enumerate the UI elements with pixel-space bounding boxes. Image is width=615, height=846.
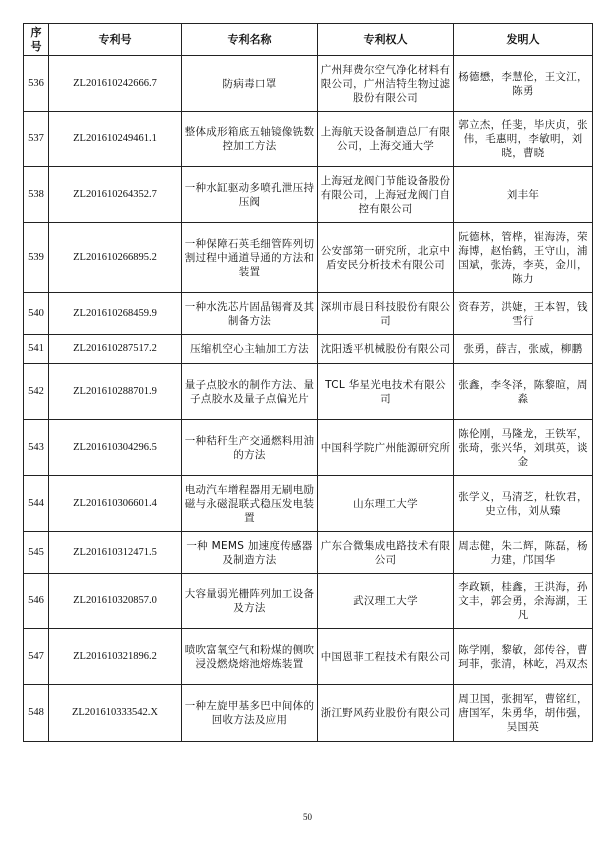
header-owner: 专利权人 <box>318 24 454 56</box>
row-inventors: 杨德懋，李慧伦，王文江，陈勇 <box>454 56 593 112</box>
header-inventor: 发明人 <box>454 24 593 56</box>
row-seq: 543 <box>24 420 49 476</box>
row-patent-name: 量子点胶水的制作方法、量子点胶水及量子点偏光片 <box>182 364 318 420</box>
row-seq: 547 <box>24 629 49 685</box>
table-row <box>24 629 593 685</box>
row-inventors: 张学义，马清芝，杜钦君，史立伟，刘从臻 <box>454 476 593 532</box>
row-owner: 山东理工大学 <box>318 476 454 532</box>
row-patent-no: ZL201610306601.4 <box>49 476 182 532</box>
header-patent-no: 专利号 <box>49 24 182 56</box>
row-inventors: 张鑫，李冬泽，陈黎暄，周淼 <box>454 364 593 420</box>
row-patent-name: 压缩机空心主轴加工方法 <box>182 335 318 364</box>
row-seq: 537 <box>24 112 49 167</box>
row-owner: TCL 华星光电技术有限公司 <box>318 364 454 420</box>
table-header-row <box>24 24 593 56</box>
row-patent-no: ZL201610333542.X <box>49 685 182 742</box>
row-owner: 武汉理工大学 <box>318 574 454 629</box>
page-number: 50 <box>303 812 312 822</box>
row-patent-name: 一种保障石英毛细管阵列切割过程中通道导通的方法和装置 <box>182 223 318 293</box>
row-seq: 546 <box>24 574 49 629</box>
header-patent-name: 专利名称 <box>182 24 318 56</box>
table-row <box>24 685 593 742</box>
row-patent-no: ZL201610320857.0 <box>49 574 182 629</box>
row-inventors: 陈伦刚，马隆龙，王铁军，张琦，张兴华，刘琪英，谈金 <box>454 420 593 476</box>
row-patent-no: ZL201610288701.9 <box>49 364 182 420</box>
row-patent-no: ZL201610287517.2 <box>49 335 182 364</box>
row-seq: 540 <box>24 293 49 335</box>
row-patent-name: 防病毒口罩 <box>182 56 318 112</box>
row-owner: 上海航天设备制造总厂有限公司，上海交通大学 <box>318 112 454 167</box>
row-seq: 542 <box>24 364 49 420</box>
row-owner: 公安部第一研究所，北京中盾安民分析技术有限公司 <box>318 223 454 293</box>
header-seq: 序号 <box>24 24 49 56</box>
table-row <box>24 56 593 112</box>
row-owner: 上海冠龙阀门节能设备股份有限公司，上海冠龙阀门自控有限公司 <box>318 167 454 223</box>
row-patent-no: ZL201610321896.2 <box>49 629 182 685</box>
row-inventors: 周卫国，张拥军，曹铭红，唐国军，朱勇华，胡伟强，吴国英 <box>454 685 593 742</box>
row-owner: 沈阳透平机械股份有限公司 <box>318 335 454 364</box>
table-row <box>24 476 593 532</box>
row-patent-name: 电动汽车增程器用无刷电励磁与永磁混联式稳压发电装置 <box>182 476 318 532</box>
row-inventors: 周志健，朱二辉，陈磊，杨力建，邝国华 <box>454 532 593 574</box>
table-row <box>24 335 593 364</box>
row-seq: 544 <box>24 476 49 532</box>
row-owner: 中国恩菲工程技术有限公司 <box>318 629 454 685</box>
table-row <box>24 112 593 167</box>
table-row <box>24 574 593 629</box>
row-owner: 广州拜费尔空气净化材料有限公司，广州洁特生物过滤股份有限公司 <box>318 56 454 112</box>
row-inventors: 张勇，薛吉，张威，柳鹏 <box>454 335 593 364</box>
table-row <box>24 420 593 476</box>
row-patent-name: 一种秸秆生产交通燃料用油的方法 <box>182 420 318 476</box>
row-patent-name: 一种 MEMS 加速度传感器及制造方法 <box>182 532 318 574</box>
row-owner: 深圳市晨日科技股份有限公司 <box>318 293 454 335</box>
table-row <box>24 293 593 335</box>
row-owner: 广东合微集成电路技术有限公司 <box>318 532 454 574</box>
row-patent-no: ZL201610242666.7 <box>49 56 182 112</box>
row-patent-no: ZL201610249461.1 <box>49 112 182 167</box>
table-row <box>24 364 593 420</box>
table-row <box>24 223 593 293</box>
row-owner: 中国科学院广州能源研究所 <box>318 420 454 476</box>
patent-table <box>23 23 593 742</box>
row-patent-name: 整体成形箱底五轴镜像铣数控加工方法 <box>182 112 318 167</box>
row-patent-name: 大容量弱光栅阵列加工设备及方法 <box>182 574 318 629</box>
row-inventors: 李政颖，桂鑫，王洪海，孙文丰，郭会勇，余海湖，王凡 <box>454 574 593 629</box>
row-seq: 541 <box>24 335 49 364</box>
row-owner: 浙江野风药业股份有限公司 <box>318 685 454 742</box>
row-patent-name: 一种左旋甲基多巴中间体的回收方法及应用 <box>182 685 318 742</box>
row-inventors: 郭立杰，任斐，毕庆贞，张伟，毛惠明，李敏明，刘晓，曹晓 <box>454 112 593 167</box>
row-patent-name: 一种水缸驱动多喷孔泄压持压阀 <box>182 167 318 223</box>
row-patent-no: ZL201610312471.5 <box>49 532 182 574</box>
row-inventors: 阮德林，管桦，崔海涛，荣海博，赵怡鹤，王守山，浦国斌，张涛，李英，金川，陈力 <box>454 223 593 293</box>
row-inventors: 刘丰年 <box>454 167 593 223</box>
table-row <box>24 167 593 223</box>
row-inventors: 陈学刚，黎敏，郐传谷，曹珂菲，张清，林屹，冯双杰 <box>454 629 593 685</box>
row-seq: 538 <box>24 167 49 223</box>
row-patent-name: 喷吹富氧空气和粉煤的侧吹浸没燃烧熔池熔炼装置 <box>182 629 318 685</box>
row-seq: 545 <box>24 532 49 574</box>
row-patent-no: ZL201610266895.2 <box>49 223 182 293</box>
table-row <box>24 532 593 574</box>
row-patent-no: ZL201610304296.5 <box>49 420 182 476</box>
row-patent-no: ZL201610268459.9 <box>49 293 182 335</box>
row-seq: 548 <box>24 685 49 742</box>
row-seq: 536 <box>24 56 49 112</box>
row-seq: 539 <box>24 223 49 293</box>
row-patent-no: ZL201610264352.7 <box>49 167 182 223</box>
row-inventors: 资春芳，洪婕，王本智，钱雪行 <box>454 293 593 335</box>
row-patent-name: 一种水洗芯片固晶锡膏及其制备方法 <box>182 293 318 335</box>
